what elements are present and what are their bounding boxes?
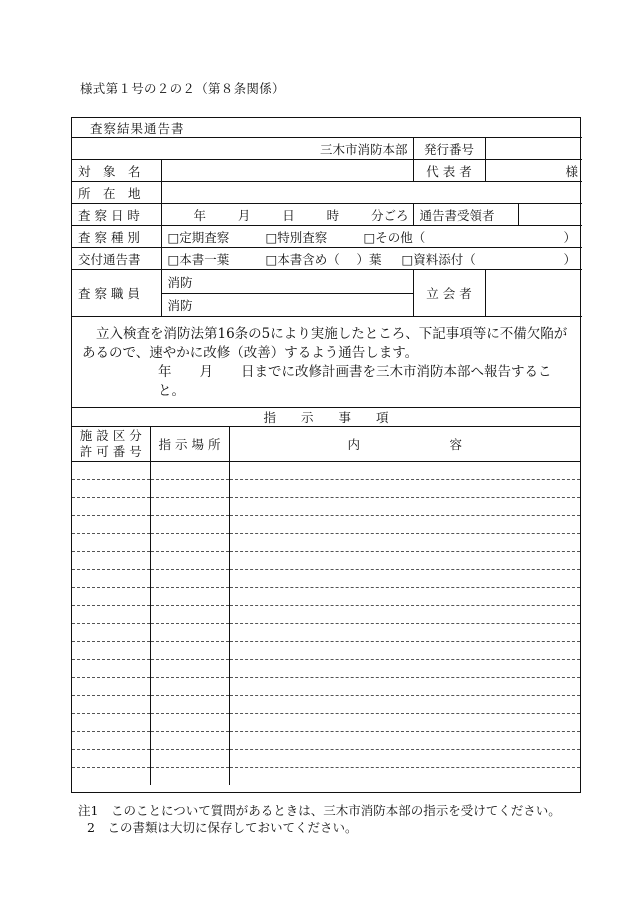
location-field[interactable] [161, 182, 582, 204]
content-header-char-1: 内 [347, 437, 361, 452]
representative-field[interactable] [485, 160, 582, 182]
content-cell[interactable] [229, 570, 580, 588]
table-row [72, 570, 580, 588]
content-cell[interactable] [229, 714, 580, 732]
place-cell[interactable] [150, 678, 229, 696]
facility-cell[interactable] [72, 534, 150, 552]
target-name-field[interactable] [161, 160, 413, 182]
inspector-label: 査 察 職 員 [72, 270, 161, 317]
place-cell[interactable] [150, 624, 229, 642]
place-cell[interactable] [150, 750, 229, 768]
instruction-place-header: 指 示 場 所 [150, 427, 229, 462]
place-cell[interactable] [150, 516, 229, 534]
notice-line-1: 立入検査を消防法第16条の5により実施したところ、下記事項等に不備欠陥が [96, 326, 568, 342]
content-cell[interactable] [229, 750, 580, 768]
place-cell[interactable] [150, 606, 229, 624]
table-row [72, 462, 580, 480]
content-cell[interactable] [229, 588, 580, 606]
table-row [72, 768, 580, 786]
issue-number-field[interactable] [485, 138, 582, 160]
content-cell[interactable] [229, 696, 580, 714]
table-row [72, 714, 580, 732]
content-cell[interactable] [229, 642, 580, 660]
unit-minute: 分ごろ [370, 207, 409, 223]
content-cell[interactable] [229, 516, 580, 534]
table-row [72, 696, 580, 714]
delivery-options [161, 248, 582, 270]
content-cell[interactable] [229, 678, 580, 696]
place-cell[interactable] [150, 696, 229, 714]
checkbox-other-inspection[interactable]: □その他（ [363, 229, 426, 245]
facility-cell[interactable] [72, 588, 150, 606]
content-cell[interactable] [229, 534, 580, 552]
notice-line-2: あるので、速やかに改修（改善）するよう通告します。 [82, 345, 419, 361]
inspector-field-1[interactable]: 消防 [161, 270, 413, 294]
content-cell[interactable] [229, 480, 580, 498]
facility-cell[interactable] [72, 498, 150, 516]
facility-cell[interactable] [72, 516, 150, 534]
place-cell[interactable] [150, 534, 229, 552]
place-cell[interactable] [150, 768, 229, 786]
place-cell[interactable] [150, 498, 229, 516]
table-row [72, 660, 580, 678]
permit-number-label: 許 可 番 号 [79, 444, 142, 459]
close-paren: ） [563, 229, 577, 245]
issue-number-label: 発行番号 [413, 138, 485, 160]
content-cell[interactable] [229, 462, 580, 480]
place-cell[interactable] [150, 642, 229, 660]
document-title: 査察結果通告書 [72, 118, 582, 138]
place-cell[interactable] [150, 660, 229, 678]
instruction-rows [72, 462, 580, 786]
inspection-result-form [71, 117, 581, 793]
witness-label: 立 会 者 [413, 270, 485, 317]
content-cell[interactable] [229, 498, 580, 516]
header-table [72, 118, 582, 317]
inspection-type-options [161, 226, 582, 248]
unit-hour: 時 [326, 207, 340, 223]
facility-cell[interactable] [72, 570, 150, 588]
footnote-1: 注1 このことについて質問があるときは、三木市消防本部の指示を受けてください。 [78, 803, 561, 818]
table-row [72, 750, 580, 768]
table-row [72, 534, 580, 552]
facility-permit-header [72, 427, 150, 462]
checkbox-one-sheet[interactable]: □本書一葉 [167, 251, 230, 267]
inspection-datetime-field[interactable] [161, 204, 413, 226]
issuer-name: 三木市消防本部 [72, 138, 413, 160]
witness-field[interactable] [485, 270, 582, 317]
facility-cell[interactable] [72, 714, 150, 732]
content-header-char-2: 容 [449, 437, 462, 452]
facility-cell[interactable] [72, 678, 150, 696]
footnote-2: 2 この書類は大切に保存しておいてください。 [87, 820, 358, 835]
facility-cell[interactable] [72, 768, 150, 786]
table-row [72, 498, 580, 516]
place-cell[interactable] [150, 552, 229, 570]
inspection-datetime-label: 査 察 日 時 [72, 204, 161, 226]
table-row [72, 516, 580, 534]
form-number-label: 様式第１号の２の２（第８条関係） [80, 81, 285, 96]
facility-cell[interactable] [72, 732, 150, 750]
facility-cell[interactable] [72, 642, 150, 660]
place-cell[interactable] [150, 480, 229, 498]
close-paren: ） [563, 251, 577, 267]
deadline-year-unit: 年 [158, 364, 172, 380]
sheets-unit: ）葉 [356, 251, 382, 267]
place-cell[interactable] [150, 462, 229, 480]
content-cell[interactable] [229, 660, 580, 678]
facility-cell[interactable] [72, 660, 150, 678]
content-cell[interactable] [229, 624, 580, 642]
receiver-field[interactable] [518, 204, 582, 226]
deadline-month-unit: 月 [199, 364, 213, 380]
content-header [229, 427, 580, 462]
content-cell[interactable] [229, 606, 580, 624]
delivery-label: 交付通告書 [72, 248, 161, 270]
table-row [72, 606, 580, 624]
content-cell[interactable] [229, 732, 580, 750]
facility-cell[interactable] [72, 750, 150, 768]
unit-month: 月 [237, 207, 251, 223]
table-row [72, 552, 580, 570]
content-cell[interactable] [229, 768, 580, 786]
table-row [72, 624, 580, 642]
table-row [72, 480, 580, 498]
place-cell[interactable] [150, 732, 229, 750]
target-name-label: 対 象 名 [72, 160, 161, 182]
facility-cell[interactable] [72, 552, 150, 570]
facility-cell[interactable] [72, 696, 150, 714]
place-cell[interactable] [150, 570, 229, 588]
notice-text [72, 317, 580, 408]
facility-cell[interactable] [72, 462, 150, 480]
inspector-field-2[interactable]: 消防 [161, 294, 413, 317]
deadline-text: 日までに改修計画書を三木市消防本部へ報告すること。 [158, 364, 552, 399]
receiver-label: 通告書受領者 [413, 204, 518, 226]
facility-category-label: 施 設 区 分 [79, 428, 142, 443]
facility-cell[interactable] [72, 480, 150, 498]
facility-cell[interactable] [72, 624, 150, 642]
checkbox-including-sheets[interactable]: □本書含め（ [265, 251, 340, 267]
place-cell[interactable] [150, 588, 229, 606]
inspection-type-label: 査 察 種 別 [72, 226, 161, 248]
checkbox-special-inspection[interactable]: □特別査察 [265, 229, 328, 245]
location-label: 所 在 地 [72, 182, 161, 204]
place-cell[interactable] [150, 714, 229, 732]
content-cell[interactable] [229, 552, 580, 570]
table-row [72, 642, 580, 660]
notice-deadline [82, 363, 572, 401]
checkbox-regular-inspection[interactable]: □定期査察 [167, 229, 230, 245]
honorific-sama: 様 [565, 163, 579, 179]
representative-label: 代 表 者 [413, 160, 485, 182]
table-row [72, 678, 580, 696]
table-row [72, 588, 580, 606]
unit-year: 年 [193, 207, 207, 223]
unit-day: 日 [282, 207, 295, 223]
footnotes [78, 802, 561, 836]
instructions-table [72, 408, 580, 785]
facility-cell[interactable] [72, 606, 150, 624]
checkbox-attached-materials[interactable]: □資料添付（ [401, 251, 476, 267]
table-row [72, 732, 580, 750]
instructions-title: 指 示 事 項 [72, 408, 580, 427]
